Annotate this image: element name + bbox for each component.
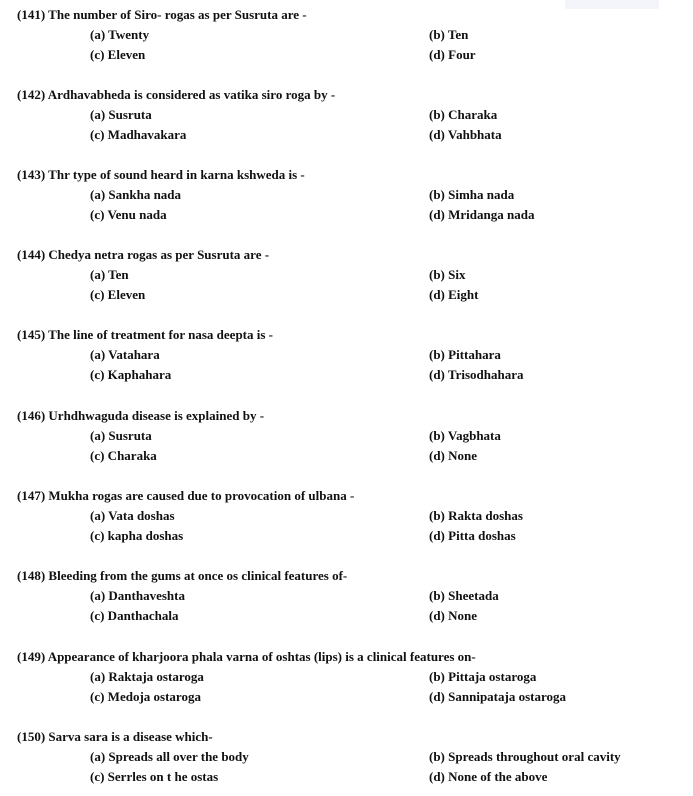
- option-b: (b) Vagbhata: [429, 428, 501, 443]
- option-d: (d) Sannipataja ostaroga: [429, 689, 567, 704]
- option-a: (a) Twenty: [90, 27, 150, 42]
- question-stem: (141) The number of Siro- rogas as per Susruta are -: [17, 7, 307, 22]
- option-d: (d) Mridanga nada: [429, 207, 535, 222]
- option-c: (c) Medoja ostaroga: [90, 689, 201, 704]
- option-d: (d) None: [429, 608, 478, 623]
- option-d: (d) None: [429, 448, 478, 463]
- option-b: (b) Charaka: [429, 107, 498, 122]
- question-142: [0, 87, 693, 151]
- option-c: (c) Eleven: [90, 287, 146, 302]
- question-stem: (150) Sarva sara is a disease which-: [17, 729, 213, 744]
- question-stem: (144) Chedya netra rogas as per Susruta are -: [17, 247, 270, 262]
- option-b: (b) Sheetada: [429, 588, 499, 603]
- option-d: (d) Vahbhata: [429, 127, 502, 142]
- question-stem: (143) Thr type of sound heard in karna kshweda is -: [17, 167, 305, 182]
- option-b: (b) Rakta doshas: [429, 508, 523, 523]
- question-147: [0, 488, 693, 552]
- option-d: (d) Four: [429, 47, 476, 62]
- question-stem: (142) Ardhavabheda is considered as vatika siro roga by -: [17, 87, 336, 102]
- option-d: (d) Eight: [429, 287, 479, 302]
- option-b: (b) Simha nada: [429, 187, 515, 202]
- option-a: (a) Vata doshas: [90, 508, 175, 523]
- option-d: (d) Trisodhahara: [429, 367, 524, 382]
- option-c: (c) Danthachala: [90, 608, 179, 623]
- question-stem: (148) Bleeding from the gums at once os clinical features of-: [17, 568, 348, 583]
- option-c: (c) Serrles on t he ostas: [90, 769, 219, 784]
- option-b: (b) Spreads throughout oral cavity: [429, 749, 621, 764]
- option-a: (a) Ten: [90, 267, 129, 282]
- question-145: [0, 327, 693, 391]
- option-a: (a) Danthaveshta: [90, 588, 185, 603]
- option-d: (d) None of the above: [429, 769, 548, 784]
- question-stem: (147) Mukha rogas are caused due to provocation of ulbana -: [17, 488, 355, 503]
- option-c: (c) kapha doshas: [90, 528, 184, 543]
- question-141: [0, 7, 693, 71]
- option-b: (b) Pittaja ostaroga: [429, 669, 537, 684]
- option-d: (d) Pitta doshas: [429, 528, 516, 543]
- option-c: (c) Venu nada: [90, 207, 167, 222]
- option-c: (c) Eleven: [90, 47, 146, 62]
- option-a: (a) Sankha nada: [90, 187, 182, 202]
- option-a: (a) Spreads all over the body: [90, 749, 249, 764]
- question-143: [0, 167, 693, 231]
- option-a: (a) Susruta: [90, 428, 152, 443]
- option-c: (c) Kaphahara: [90, 367, 172, 382]
- question-stem: (149) Appearance of kharjoora phala varna of oshtas (lips) is a clinical features on-: [17, 649, 476, 664]
- question-stem: (145) The line of treatment for nasa deepta is -: [17, 327, 274, 342]
- option-a: (a) Vatahara: [90, 347, 160, 362]
- option-b: (b) Pittahara: [429, 347, 501, 362]
- option-a: (a) Raktaja ostaroga: [90, 669, 204, 684]
- question-146: [0, 408, 693, 472]
- question-149: [0, 649, 693, 713]
- question-150: [0, 729, 693, 793]
- option-b: (b) Six: [429, 267, 466, 282]
- option-c: (c) Madhavakara: [90, 127, 187, 142]
- option-a: (a) Susruta: [90, 107, 152, 122]
- option-c: (c) Charaka: [90, 448, 157, 463]
- question-144: [0, 247, 693, 311]
- question-148: [0, 568, 693, 632]
- question-stem: (146) Urhdhwaguda disease is explained by -: [17, 408, 265, 423]
- option-b: (b) Ten: [429, 27, 469, 42]
